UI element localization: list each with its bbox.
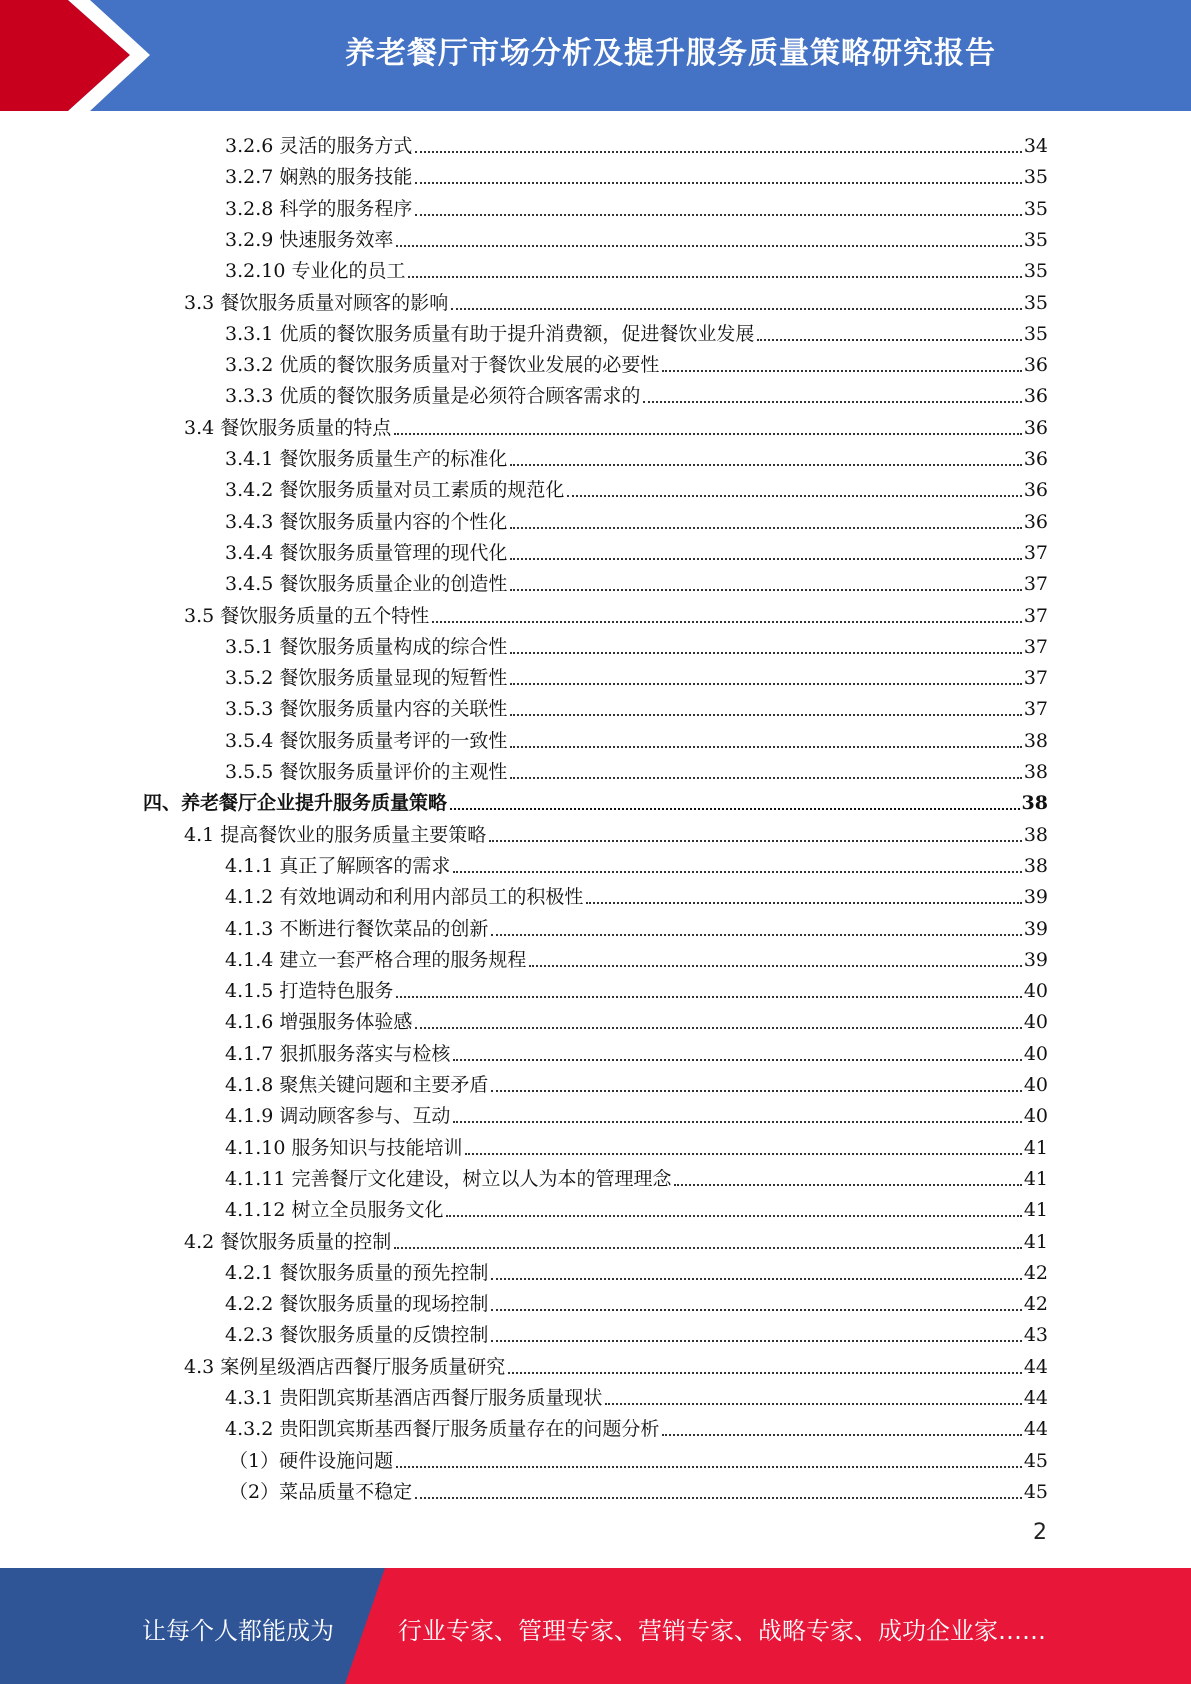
toc-entry-label: 3.5.1 餐饮服务质量构成的综合性	[225, 635, 508, 658]
toc-entry[interactable]	[225, 377, 1048, 408]
toc-entry[interactable]	[225, 1379, 1048, 1410]
toc-dot-leader	[394, 1247, 1022, 1249]
toc-dot-leader	[662, 370, 1021, 372]
toc-entry-label: 4.2.2 餐饮服务质量的现场控制	[225, 1293, 489, 1316]
toc-entry-page: 36	[1023, 448, 1048, 470]
toc-dot-leader	[605, 1403, 1021, 1405]
toc-entry-label: 4.2.3 餐饮服务质量的反馈控制	[225, 1324, 489, 1347]
toc-entry[interactable]	[225, 1254, 1048, 1285]
toc-entry-page: 41	[1023, 1167, 1048, 1190]
toc-dot-leader	[586, 902, 1021, 904]
toc-entry[interactable]	[225, 1035, 1048, 1066]
toc-entry[interactable]	[225, 722, 1048, 753]
toc-entry[interactable]	[225, 1097, 1048, 1128]
toc-entry[interactable]	[225, 190, 1048, 221]
toc-entry[interactable]	[225, 471, 1048, 502]
toc-dot-leader	[757, 339, 1021, 341]
toc-entry-label: 3.2.8 科学的服务程序	[225, 197, 413, 220]
toc-entry[interactable]	[225, 659, 1048, 690]
toc-dot-leader	[674, 1184, 1021, 1186]
toc-entry[interactable]	[184, 816, 1048, 847]
toc-entry-label: 3.2.7 娴熟的服务技能	[225, 166, 413, 189]
toc-entry-label: 3.5.3 餐饮服务质量内容的关联性	[225, 698, 508, 721]
toc-entry-page: 38	[1023, 761, 1048, 783]
toc-dot-leader	[453, 871, 1021, 873]
toc-entry-page: 41	[1023, 1136, 1048, 1159]
toc-entry[interactable]	[225, 1410, 1048, 1441]
toc-entry-label: 3.5.4 餐饮服务质量考评的一致性	[225, 729, 508, 752]
toc-entry-page: 35	[1023, 291, 1048, 314]
toc-entry-label: 4.1.1 真正了解顾客的需求	[225, 854, 451, 877]
toc-entry[interactable]	[225, 628, 1048, 659]
toc-dot-leader	[567, 495, 1021, 497]
toc-dot-leader	[396, 996, 1021, 998]
toc-entry-page: 39	[1023, 886, 1048, 909]
toc-entry[interactable]	[225, 346, 1048, 377]
toc-entry[interactable]	[225, 878, 1048, 909]
toc-entry-page: 38	[1023, 823, 1048, 846]
toc-entry-page: 42	[1023, 1261, 1048, 1284]
footer-slogan-left: 让每个人都能成为	[142, 1617, 334, 1645]
toc-dot-leader	[394, 433, 1022, 435]
toc-entry-label: 4.1.2 有效地调动和利用内部员工的积极性	[225, 886, 584, 909]
toc-entry-label: 3.3 餐饮服务质量对顾客的影响	[184, 291, 449, 314]
toc-entry-page: 38	[1023, 729, 1048, 752]
page-number: 2	[1033, 1520, 1047, 1545]
toc-entry-label: 4.3.1 贵阳凯宾斯基酒店西餐厅服务质量现状	[225, 1387, 603, 1409]
toc-entry[interactable]	[225, 158, 1048, 189]
toc-dot-leader	[529, 965, 1021, 967]
toc-dot-leader	[453, 1059, 1021, 1061]
toc-dot-leader	[396, 1466, 1022, 1468]
toc-entry-label: 3.4.3 餐饮服务质量内容的个性化	[225, 510, 508, 533]
toc-dot-leader	[643, 401, 1021, 403]
toc-dot-leader	[510, 464, 1021, 466]
toc-entry-label: 4.1.12 树立全员服务文化	[225, 1199, 444, 1222]
toc-dot-leader	[451, 308, 1022, 310]
toc-entry-page: 40	[1023, 1074, 1048, 1096]
toc-entry-label: 3.3.3 优质的餐饮服务质量是必须符合顾客需求的	[225, 385, 641, 408]
toc-dot-leader	[491, 934, 1021, 936]
toc-entry-label: 3.2.9 快速服务效率	[225, 228, 394, 251]
toc-dot-leader	[489, 840, 1022, 842]
toc-entry[interactable]	[225, 565, 1048, 596]
toc-entry-page: 35	[1023, 228, 1048, 251]
toc-entry-page: 37	[1023, 541, 1048, 564]
document-title: 养老餐厅市场分析及提升服务质量策略研究报告	[345, 36, 996, 71]
toc-entry-page: 40	[1023, 980, 1048, 1003]
toc-entry-page: 36	[1023, 385, 1048, 408]
toc-dot-leader	[510, 527, 1021, 529]
toc-dot-leader	[491, 1090, 1021, 1092]
toc-dot-leader	[510, 652, 1021, 654]
toc-entry-label: 3.4.1 餐饮服务质量生产的标准化	[225, 448, 508, 470]
toc-dot-leader	[510, 777, 1021, 779]
toc-entry-label: 3.5.5 餐饮服务质量评价的主观性	[225, 761, 508, 783]
toc-entry-page: 40	[1023, 1042, 1048, 1065]
toc-entry-page: 39	[1023, 917, 1048, 940]
toc-entry[interactable]	[225, 252, 1048, 283]
toc-dot-leader	[491, 1278, 1021, 1280]
toc-entry[interactable]	[184, 409, 1048, 440]
toc-entry-page: 40	[1023, 1105, 1048, 1128]
toc-entry[interactable]	[229, 1442, 1048, 1473]
toc-dot-leader	[508, 1372, 1022, 1374]
toc-entry[interactable]	[225, 910, 1048, 941]
toc-dot-leader	[446, 1215, 1021, 1217]
toc-entry[interactable]	[225, 1191, 1048, 1222]
toc-entry-page: 36	[1023, 354, 1048, 377]
toc-entry[interactable]	[225, 440, 1048, 471]
toc-entry-label: 3.5.2 餐饮服务质量显现的短暂性	[225, 667, 508, 690]
toc-dot-leader	[491, 1340, 1021, 1342]
toc-entry[interactable]	[184, 1348, 1048, 1379]
toc-entry-label: 4.3.2 贵阳凯宾斯基西餐厅服务质量存在的问题分析	[225, 1418, 660, 1441]
toc-dot-leader	[491, 1309, 1021, 1311]
toc-entry-label: （2）菜品质量不稳定	[229, 1480, 413, 1503]
toc-entry-page: 40	[1023, 1011, 1048, 1034]
footer-slogan-right: 行业专家、管理专家、营销专家、战略专家、成功企业家……	[398, 1617, 1046, 1645]
toc-dot-leader	[510, 746, 1021, 748]
toc-entry-label: 4.2 餐饮服务质量的控制	[184, 1230, 392, 1253]
toc-entry-label: （1）硬件设施问题	[229, 1449, 394, 1472]
toc-entry[interactable]	[225, 1285, 1048, 1316]
toc-entry[interactable]	[225, 221, 1048, 252]
toc-entry-page: 41	[1023, 1230, 1048, 1253]
toc-entry[interactable]	[225, 941, 1048, 972]
toc-entry-page: 35	[1023, 260, 1048, 283]
toc-entry[interactable]	[225, 847, 1048, 878]
toc-entry-page: 37	[1023, 698, 1048, 721]
toc-dot-leader	[450, 808, 1020, 810]
toc-entry[interactable]	[225, 690, 1048, 721]
toc-entry-page: 45	[1023, 1449, 1048, 1472]
toc-entry-label: 4.1.5 打造特色服务	[225, 980, 394, 1003]
toc-entry-label: 4.1.10 服务知识与技能培训	[225, 1136, 463, 1159]
toc-entry[interactable]	[184, 284, 1048, 315]
toc-entry-page: 37	[1023, 635, 1048, 658]
toc-entry-page: 42	[1023, 1293, 1048, 1316]
toc-entry[interactable]	[184, 597, 1048, 628]
toc-dot-leader	[396, 245, 1021, 247]
toc-dot-leader	[510, 683, 1021, 685]
toc-entry-page: 36	[1023, 479, 1048, 502]
toc-dot-leader	[415, 1497, 1022, 1499]
toc-entry[interactable]	[225, 315, 1048, 346]
toc-dot-leader	[415, 151, 1021, 153]
toc-entry-page: 44	[1023, 1387, 1048, 1409]
toc-entry[interactable]	[225, 972, 1048, 1003]
toc-entry-label: 3.2.6 灵活的服务方式	[225, 135, 413, 157]
toc-dot-leader	[415, 182, 1021, 184]
toc-entry-page: 39	[1023, 948, 1048, 971]
toc-entry-page: 43	[1023, 1324, 1048, 1347]
toc-entry-page: 34	[1023, 135, 1048, 157]
toc-entry-label: 3.4 餐饮服务质量的特点	[184, 416, 392, 439]
toc-entry[interactable]	[225, 503, 1048, 534]
toc-dot-leader	[510, 558, 1021, 560]
toc-entry[interactable]	[225, 1066, 1048, 1097]
toc-entry-label: 4.1.3 不断进行餐饮菜品的创新	[225, 917, 489, 940]
toc-entry-page: 41	[1023, 1199, 1048, 1222]
toc-entry-label: 4.1.6 增强服务体验感	[225, 1011, 413, 1034]
toc-dot-leader	[415, 1027, 1021, 1029]
toc-entry-page: 38	[1023, 854, 1048, 877]
toc-entry[interactable]	[225, 1160, 1048, 1191]
toc-entry-page: 35	[1023, 322, 1048, 345]
toc-entry[interactable]	[225, 534, 1048, 565]
toc-dot-leader	[510, 589, 1021, 591]
toc-entry-label: 四、养老餐厅企业提升服务质量策略	[143, 792, 448, 815]
toc-entry[interactable]	[225, 1316, 1048, 1347]
toc-entry-label: 3.3.1 优质的餐饮服务质量有助于提升消费额，促进餐饮业发展	[225, 322, 755, 345]
toc-dot-leader	[662, 1434, 1021, 1436]
toc-entry[interactable]	[225, 1129, 1048, 1160]
toc-dot-leader	[432, 621, 1022, 623]
toc-entry-page: 36	[1023, 510, 1048, 533]
toc-entry-label: 4.1.7 狠抓服务落实与检核	[225, 1042, 451, 1065]
toc-entry[interactable]	[184, 1223, 1048, 1254]
toc-entry-page: 44	[1023, 1418, 1048, 1441]
toc-entry-label: 3.4.5 餐饮服务质量企业的创造性	[225, 573, 508, 596]
toc-entry-page: 38	[1021, 792, 1048, 815]
toc-entry-page: 37	[1023, 667, 1048, 690]
toc-entry-page: 37	[1023, 604, 1048, 627]
toc-entry-page: 37	[1023, 573, 1048, 596]
toc-entry-label: 3.3.2 优质的餐饮服务质量对于餐饮业发展的必要性	[225, 354, 660, 377]
toc-entry-label: 3.4.4 餐饮服务质量管理的现代化	[225, 541, 508, 564]
toc-entry-page: 44	[1023, 1355, 1048, 1378]
toc-entry-label: 4.3 案例星级酒店西餐厅服务质量研究	[184, 1355, 506, 1378]
toc-entry-label: 4.1.4 建立一套严格合理的服务规程	[225, 948, 527, 971]
toc-entry-label: 4.1.9 调动顾客参与、互动	[225, 1105, 451, 1128]
toc-entry-label: 3.5 餐饮服务质量的五个特性	[184, 604, 430, 627]
toc-dot-leader	[510, 714, 1021, 716]
toc-entry[interactable]	[143, 784, 1048, 815]
toc-dot-leader	[453, 1121, 1021, 1123]
toc-entry-page: 35	[1023, 166, 1048, 189]
toc-entry-label: 3.2.10 专业化的员工	[225, 260, 406, 283]
toc-entry-label: 3.4.2 餐饮服务质量对员工素质的规范化	[225, 479, 565, 502]
toc-entry-label: 4.1.8 聚焦关键问题和主要矛盾	[225, 1074, 489, 1096]
toc-entry[interactable]	[225, 127, 1048, 158]
toc-entry[interactable]	[225, 1003, 1048, 1034]
toc-entry-label: 4.1 提高餐饮业的服务质量主要策略	[184, 823, 487, 846]
toc-dot-leader	[465, 1153, 1021, 1155]
toc-dot-leader	[415, 214, 1021, 216]
toc-dot-leader	[408, 276, 1021, 278]
toc-entry-page: 36	[1023, 416, 1048, 439]
toc-entry[interactable]	[229, 1473, 1048, 1504]
toc-entry-label: 4.1.11 完善餐厅文化建设，树立以人为本的管理理念	[225, 1167, 672, 1190]
toc-entry[interactable]	[225, 753, 1048, 784]
toc-entry-page: 45	[1023, 1480, 1048, 1503]
toc-entry-label: 4.2.1 餐饮服务质量的预先控制	[225, 1261, 489, 1284]
toc-entry-page: 35	[1023, 197, 1048, 220]
